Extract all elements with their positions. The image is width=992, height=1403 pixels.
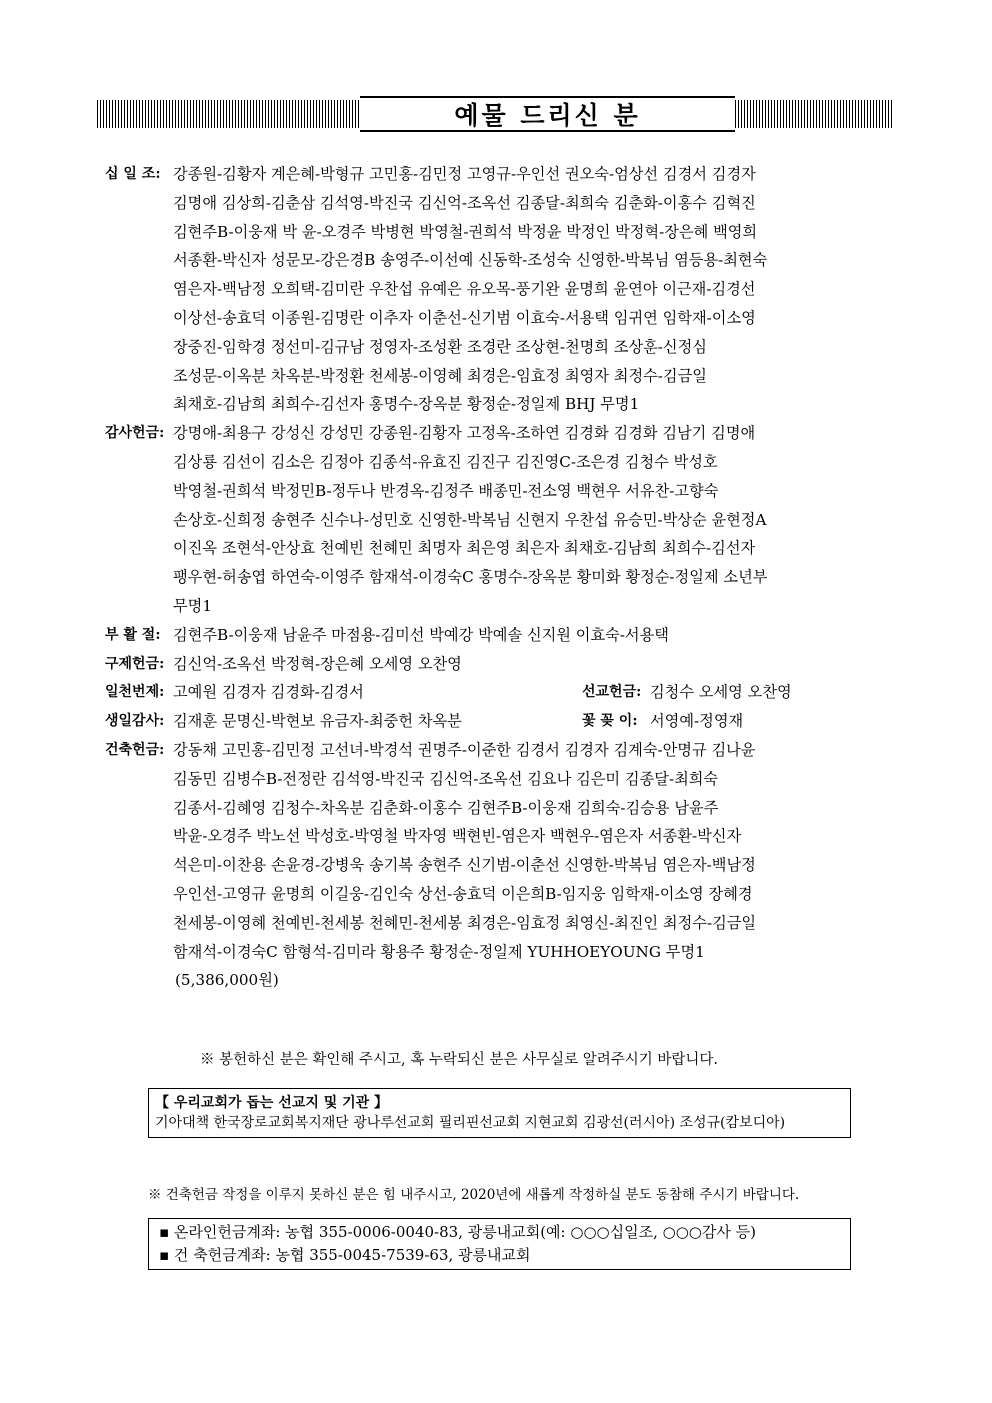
name-line: 강동채 고민홍-김민정 고선녀-박경석 권명주-이준한 김경서 김경자 김계숙-안명규 김나윤 [173,740,756,759]
name-line: 김동민 김병수B-전정란 김석영-박진국 김신억-조옥선 김요나 김은미 김종달-최희숙 [173,769,719,788]
name-line: 이상선-송효덕 이종원-김명란 이추자 이춘선-신기범 이효숙-서용택 임귀연 임학재-이소영 [173,308,756,327]
name-line: 김신억-조옥선 박정혁-장은혜 오세영 오찬영 [173,654,462,673]
pair-right [582,678,792,707]
donation-list [105,160,895,995]
name-line: 김재훈 문명신-박현보 유금자-최중헌 차옥분 [173,712,462,731]
missions-body: 기아대책 한국장로교회복지재단 광나루선교회 필리핀선교회 지현교회 김광선(러시아) 조성규(캄보디아) [155,1115,786,1131]
donation-pairs [105,678,895,736]
donation-group [105,650,895,679]
group-label: 감사헌금: [105,425,165,442]
name-line: 함재석-이경숙C 함형석-김미라 황용주 황정순-정일제 YUHHOEYOUNG 무명1 [173,942,705,961]
name-line: 강명애-최용구 강성신 강성민 강종원-김황자 고정옥-조하연 김경화 김경화 김남기 김명애 [173,424,756,443]
notice-confirm: ※ 봉헌하신 분은 확인해 주시고, 혹 누락되신 분은 사무실로 알려주시기 바랍니다. [200,1052,719,1068]
title-hatch-left [97,100,360,128]
building-group [105,736,895,966]
group-label: 십 일 조: [105,166,161,182]
donation-group [105,160,895,419]
name-line: 서영예-정영재 [650,712,744,731]
pair-left [105,707,582,736]
missions-title: 【 우리교회가 돕는 선교지 및 기관 】 [155,1095,389,1111]
name-line: 김상룡 김선이 김소은 김정아 김종석-유효진 김진구 김진영C-조은경 김청수 박성호 [173,452,718,471]
name-line: 서종환-박신자 성문모-강은경B 송영주-이선예 신동학-조성숙 신영한-박복님 염등용-최현숙 [173,251,768,270]
building-lines [173,736,895,966]
building-total: (5,386,000원) [175,971,279,990]
name-line: 최채호-김남희 최희수-김선자 홍명수-장옥분 황정순-정일제 BHJ 무명1 [173,395,640,414]
donation-pair [105,707,895,736]
name-line: 염은자-백남정 오희택-김미란 우찬섭 유예은 유오목-풍기완 윤명희 윤연아 이근재-김경선 [173,280,756,299]
accounts-box [148,1218,851,1270]
name-line: 팽우현-허송엽 하연숙-이영주 함재석-이경숙C 홍명수-장옥분 황미화 황정순-정일제 소년부 [173,568,768,587]
group-lines [173,419,895,621]
name-line: 천세봉-이영혜 천예빈-천세봉 천혜민-천세봉 최경은-임효정 최영신-최진인 최정수-김금일 [173,913,757,932]
group-label: 부 활 절: [105,626,161,643]
group-label: 일천번제: [105,684,165,701]
name-line: 고예원 김경자 김경화-김경서 [173,683,364,702]
building-label: 건축헌금: [105,741,165,758]
name-line: 조성문-이옥분 차옥분-박정환 천세봉-이영혜 최경은-임효정 최영자 최정수-김금일 [173,366,707,385]
page-title: 예물 드리신 분 [454,101,641,130]
name-line: 강종원-김황자 계은혜-박형규 고민홍-김민정 고영규-우인선 권오숙-엄상선 김경서 김경자 [173,165,756,183]
name-line: 박윤-오경주 박노선 박성호-박영철 박자영 백현빈-염은자 백현우-염은자 서종환-박신자 [173,827,742,846]
notice-building: ※ 건축헌금 작정을 이루지 못하신 분은 힘 내주시고, 2020년에 새롭게 작정하실 분도 동참해 주시기 바랍니다. [148,1187,800,1203]
title-box [360,96,735,132]
name-line: 석은미-이찬용 손윤경-강병욱 송기복 송현주 신기범-이춘선 신영한-박복님 염은자-백남정 [173,856,756,875]
pair-left [105,678,582,707]
group-lines [173,650,895,679]
title-hatch-right [735,100,893,128]
name-line: 무명1 [173,596,213,615]
group-label: 구제헌금: [105,655,165,672]
name-line: 김종서-김혜영 김청수-차옥분 김춘화-이홍수 김현주B-이웅재 김희숙-김승용 남윤주 [173,798,719,817]
group-label: 꽃 꽂 이: [582,713,638,730]
name-line: 김명애 김상희-김춘삼 김석영-박진국 김신억-조옥선 김종달-최희숙 김춘화-이홍수 김혁진 [173,193,756,212]
pair-right [582,707,743,736]
name-line: 김현주B-이웅재 남윤주 마점용-김미선 박예강 박예솔 신지원 이효숙-서용택 [173,625,669,644]
title-bar [97,96,893,132]
name-line: 박영철-권희석 박정민B-정두나 반경옥-김정주 배종민-전소영 백현우 서유찬-고향숙 [173,481,719,500]
donation-groups [105,160,895,678]
account-online: ▪ 온라인헌금계좌: 농협 355-0006-0040-83, 광릉내교회(예: ○○○십일조, ○○○감사 등) [159,1223,756,1241]
group-label: 선교헌금: [582,684,642,701]
name-line: 손상호-신희정 송현주 신수나-성민호 신영한-박복님 신현지 우찬섭 유승민-박상순 윤현정A [173,510,767,529]
name-line: 김현주B-이웅재 박 윤-오경주 박병현 박영철-권희석 박정윤 박정인 박정혁-장은혜 백영희 [173,222,758,241]
group-label: 생일감사: [105,713,165,730]
group-lines [173,621,895,650]
missions-box [148,1088,851,1138]
name-line: 장중진-임학경 정선미-김규남 정영자-조성환 조경란 조상현-천명희 조상훈-신정심 [173,337,707,356]
donation-group [105,419,895,621]
account-building: ▪ 건 축헌금계좌: 농협 355-0045-7539-63, 광릉내교회 [159,1246,531,1264]
name-line: 이진옥 조현석-안상효 천예빈 천혜민 최명자 최은영 최은자 최채호-김남희 최희수-김선자 [173,539,756,558]
donation-group [105,621,895,650]
donation-pair [105,678,895,707]
group-lines [173,160,895,419]
name-line: 우인선-고영규 윤명희 이길웅-김인숙 상선-송효덕 이은희B-임지웅 임학재-이소영 장혜경 [173,884,753,903]
name-line: 김청수 오세영 오찬영 [650,683,792,702]
